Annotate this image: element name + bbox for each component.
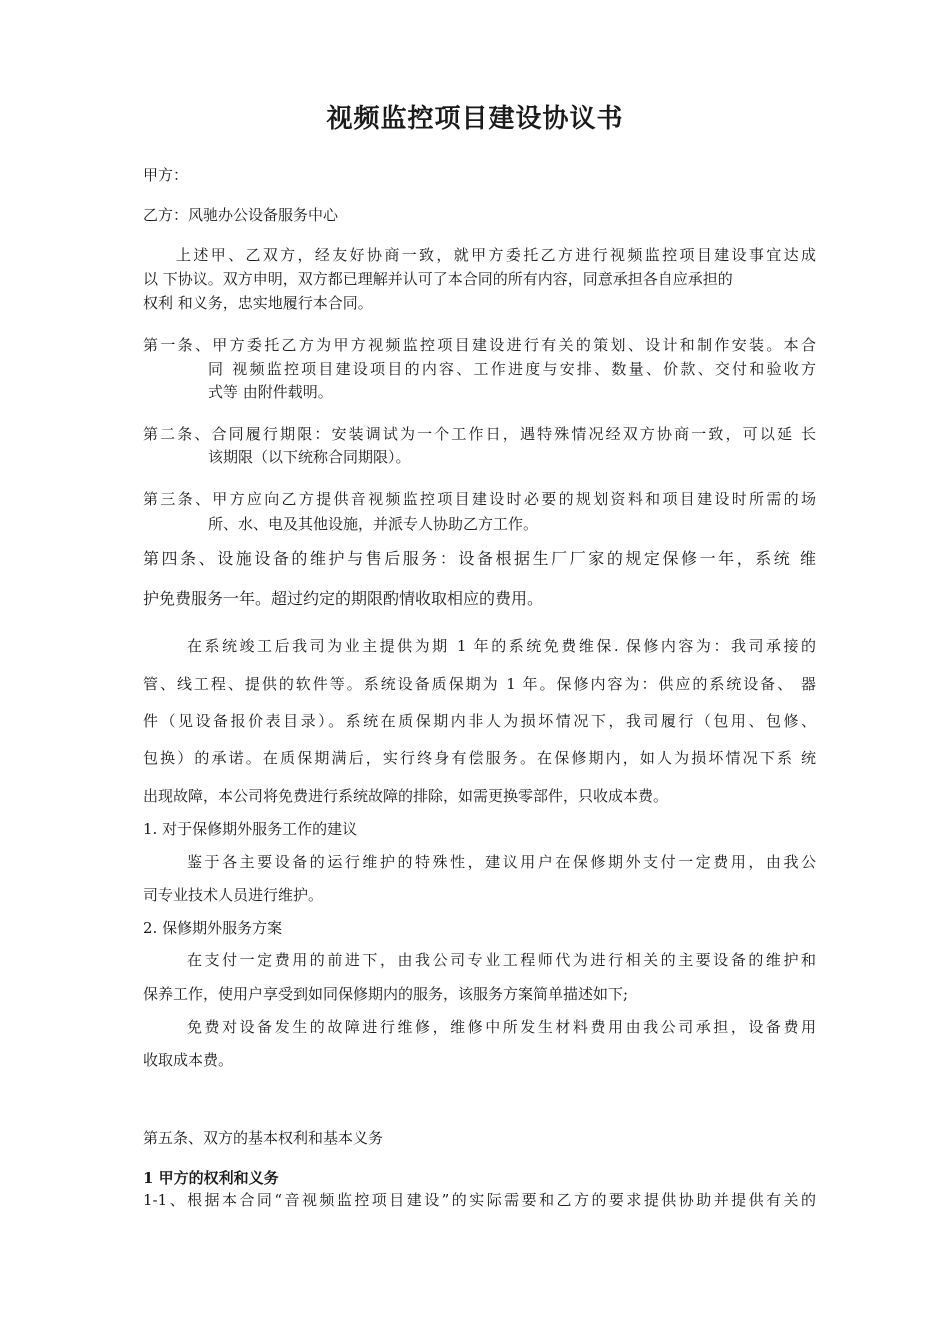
- warranty-line-5: 出现故障，本公司将免费进行系统故障的排除，如需更换零部件，只收成本费。: [143, 787, 669, 805]
- article2-line-1: 第二条、合同履行期限：安装调试为一个工作日，遇特殊情况经双方协商一致，可以延 长: [143, 425, 816, 443]
- intro-line-1: 上述甲、乙双方，经友好协商一致，就甲方委托乙方进行视频监控项目建设事宜达成: [176, 246, 816, 264]
- section1-line-1: 鉴于各主要设备的运行维护的特殊性，建议用户在保修期外支付一定费用，由我公: [187, 853, 816, 871]
- section2-para2-line-1: 免费对设备发生的故障进行维修，维修中所发生材料费用由我公司承担，设备费用: [187, 1018, 816, 1036]
- party-a-rights-heading: 1 甲方的权利和义务: [143, 1169, 279, 1187]
- article2-line-2: 该期限（以下统称合同期限）。: [208, 448, 411, 466]
- section2-heading: 2. 保修期外服务方案: [143, 919, 283, 937]
- section2-para1-line-2: 保养工作，使用户享受到如同保修期内的服务，该服务方案简单描述如下;: [143, 985, 629, 1003]
- article1-line-2: 同 视频监控项目建设项目的内容、工作进度与安排、数量、价款、交付和验收方: [208, 360, 816, 378]
- warranty-line-1: 在系统竣工后我司为业主提供为期 1 年的系统免费维保. 保修内容为：我司承接的: [187, 637, 816, 655]
- document-title: 视频监控项目建设协议书: [326, 104, 624, 134]
- article5-heading: 第五条、双方的基本权利和基本义务: [143, 1129, 384, 1147]
- section1-line-2: 司专业技术人员进行维护。: [143, 886, 324, 904]
- section2-para2-line-2: 收取成本费。: [143, 1051, 234, 1069]
- rights-item-1-1: 1-1、根据本合同“音视频监控项目建设”的实际需要和乙方的要求提供协助并提供有关的: [143, 1191, 816, 1209]
- section2-para1-line-1: 在支付一定费用的前进下，由我公司专业工程师代为进行相关的主要设备的维护和: [187, 951, 816, 969]
- warranty-line-4: 包换）的承诺。在质保期满后，实行终身有偿服务。在保修期内，如人为损坏情况下系 统: [143, 749, 816, 767]
- party-b-line: 乙方：风驰办公设备服务中心: [143, 206, 339, 224]
- article3-line-2: 所、水、电及其他设施，并派专人协助乙方工作。: [208, 515, 539, 533]
- section1-heading: 1. 对于保修期外服务工作的建议: [143, 820, 358, 838]
- warranty-line-2: 管、线工程、提供的软件等。系统设备质保期为 1 年。保修内容为：供应的系统设备、 器: [143, 675, 816, 693]
- article3-line-1: 第三条、甲方应向乙方提供音视频监控项目建设时必要的规划资料和项目建设时所需的场: [143, 490, 816, 508]
- intro-line-2: 以 下协议。双方申明，双方都已理解并认可了本合同的所有内容，同意承担各自应承担的: [143, 270, 733, 288]
- article1-line-1: 第一条、甲方委托乙方为甲方视频监控项目建设进行有关的策划、设计和制作安装。本合: [143, 336, 816, 354]
- warranty-line-3: 件（见设备报价表目录）。系统在质保期内非人为损坏情况下，我司履行（包用、包修、: [143, 712, 816, 730]
- intro-line-3: 权利 和义务，忠实地履行本合同。: [143, 294, 373, 312]
- article4-line-1: 第四条、设施设备的维护与售后服务：设备根据生厂厂家的规定保修一年，系统 维: [143, 549, 816, 568]
- article4-line-2: 护免费服务一年。超过约定的期限酌情收取相应的费用。: [143, 589, 544, 608]
- article1-line-3: 式等 由附件载明。: [208, 383, 333, 401]
- party-a-line: 甲方：: [143, 166, 189, 184]
